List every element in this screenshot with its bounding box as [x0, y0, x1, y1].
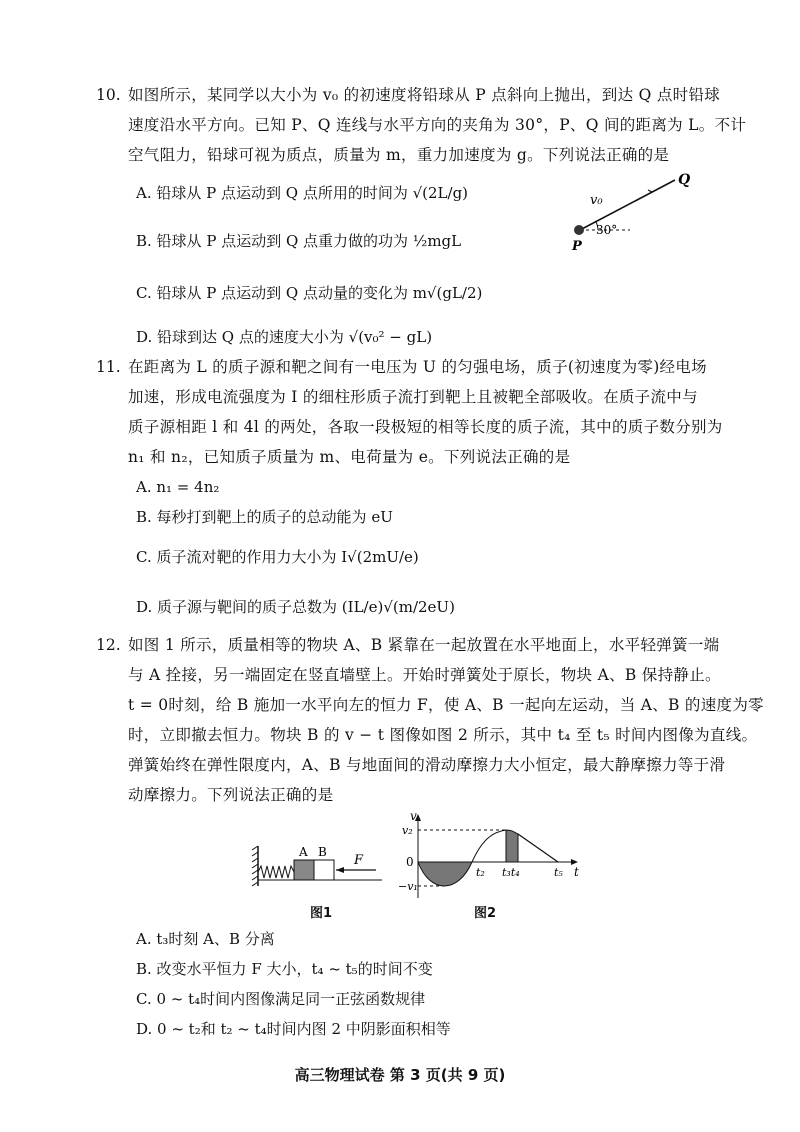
spring-icon	[258, 866, 294, 878]
q11-text-line: 加速，形成电流强度为 I 的细柱形质子流打到靶上且被靶全部吸收。在质子流中与	[128, 388, 698, 406]
label-t2: t₂	[476, 866, 485, 879]
q12-text-line: 如图 1 所示，质量相等的物块 A、B 紧靠在一起放置在水平地面上，水平轻弹簧一端	[128, 636, 720, 654]
label-force: F	[354, 853, 364, 868]
q12-option-a: A. t₃时刻 A、B 分离	[136, 930, 275, 948]
q11-text-line: 质子源相距 l 和 4l 的两处，各取一段极短的相等长度的质子流，其中的质子数分别为	[128, 418, 723, 436]
q11-option-b: B. 每秒打到靶上的质子的总动能为 eU	[136, 508, 393, 526]
label-origin: 0	[406, 855, 414, 869]
label-t-axis: t	[574, 865, 579, 879]
q12-text-line: t = 0时刻，给 B 施加一水平向左的恒力 F，使 A、B 一起向左运动，当 A、B 的速度为零	[128, 696, 764, 714]
linear-decay-segment	[518, 834, 558, 862]
label-block-b: B	[318, 845, 327, 859]
q10-option-d: D. 铅球到达 Q 点的速度大小为 √(v₀² − gL)	[136, 328, 433, 346]
q10-option-a: A. 铅球从 P 点运动到 Q 点所用的时间为 √(2L/g)	[136, 184, 469, 202]
page-footer: 高三物理试卷 第 3 页(共 9 页)	[294, 1066, 506, 1084]
q10-text-line: 速度沿水平方向。已知 P、Q 连线与水平方向的夹角为 30°，P、Q 间的距离为 L。不计	[128, 116, 747, 134]
q10-number: 10.	[96, 86, 121, 104]
fig2-caption: 图2	[474, 906, 497, 921]
q10-option-b: B. 铅球从 P 点运动到 Q 点重力做的功为 ½mgL	[136, 232, 462, 250]
q10-figure	[560, 160, 710, 260]
label-q: Q	[678, 172, 691, 188]
block-a	[294, 860, 314, 880]
q11-text-line: n₁ 和 n₂，已知质子质量为 m、电荷量为 e。下列说法正确的是	[128, 448, 571, 466]
label-v-axis: v	[410, 810, 417, 823]
label-t5: t₅	[554, 866, 563, 879]
q10-option-c: C. 铅球从 P 点运动到 Q 点动量的变化为 m√(gL/2)	[136, 284, 483, 302]
block-b	[314, 860, 334, 880]
shaded-area-1	[418, 862, 472, 886]
label-neg-v1: −v₁	[398, 880, 418, 893]
q12-text-line: 与 A 拴接，另一端固定在竖直墙壁上。开始时弹簧处于原长，物块 A、B 保持静止。	[128, 666, 721, 684]
pq-arrow-mark	[648, 190, 652, 192]
q11-option-c: C. 质子流对靶的作用力大小为 I√(2mU/e)	[136, 548, 419, 566]
q11-text-line: 在距离为 L 的质子源和靶之间有一电压为 U 的匀强电场，质子(初速度为零)经电场	[128, 358, 707, 376]
label-t3-t4: t₃t₄	[502, 866, 520, 879]
label-block-a: A	[299, 845, 308, 859]
q12-text-line: 时，立即撤去恒力。物块 B 的 v − t 图像如图 2 所示，其中 t₄ 至 t₅ 时间内图像为直线。	[128, 726, 758, 744]
q11-option-a: A. n₁ = 4n₂	[136, 478, 220, 496]
label-p: P	[572, 239, 582, 254]
q12-option-d: D. 0 ~ t₂和 t₂ ~ t₄时间内图 2 中阴影面积相等	[136, 1020, 451, 1038]
q12-figure-2	[396, 810, 586, 906]
q12-option-c: C. 0 ~ t₄时间内图像满足同一正弦函数规律	[136, 990, 426, 1008]
q10-text-line: 如图所示，某同学以大小为 v₀ 的初速度将铅球从 P 点斜向上抛出，到达 Q 点时铅球	[128, 86, 721, 104]
curve-segment-t2-t3	[472, 830, 506, 862]
label-v0: v₀	[590, 193, 603, 208]
q11-number: 11.	[96, 358, 121, 376]
shaded-area-2	[506, 830, 518, 862]
label-angle: 30°	[596, 223, 618, 237]
label-v2: v₂	[402, 824, 413, 837]
force-arrowhead	[336, 867, 344, 873]
q12-figure-1	[250, 836, 390, 896]
fig1-caption: 图1	[310, 906, 333, 921]
q12-option-b: B. 改变水平恒力 F 大小，t₄ ~ t₅的时间不变	[136, 960, 433, 978]
q10-text-line: 空气阻力，铅球可视为质点，质量为 m，重力加速度为 g。下列说法正确的是	[128, 146, 670, 164]
shot-ball-icon	[574, 225, 584, 235]
q12-text-line: 动摩擦力。下列说法正确的是	[128, 786, 334, 804]
q11-option-d: D. 质子源与靶间的质子总数为 (IL/e)√(m/2eU)	[136, 598, 455, 616]
q12-text-line: 弹簧始终在弹性限度内，A、B 与地面间的滑动摩擦力大小恒定，最大静摩擦力等于滑	[128, 756, 726, 774]
q12-number: 12.	[96, 636, 121, 654]
wall-hatching	[252, 846, 258, 886]
